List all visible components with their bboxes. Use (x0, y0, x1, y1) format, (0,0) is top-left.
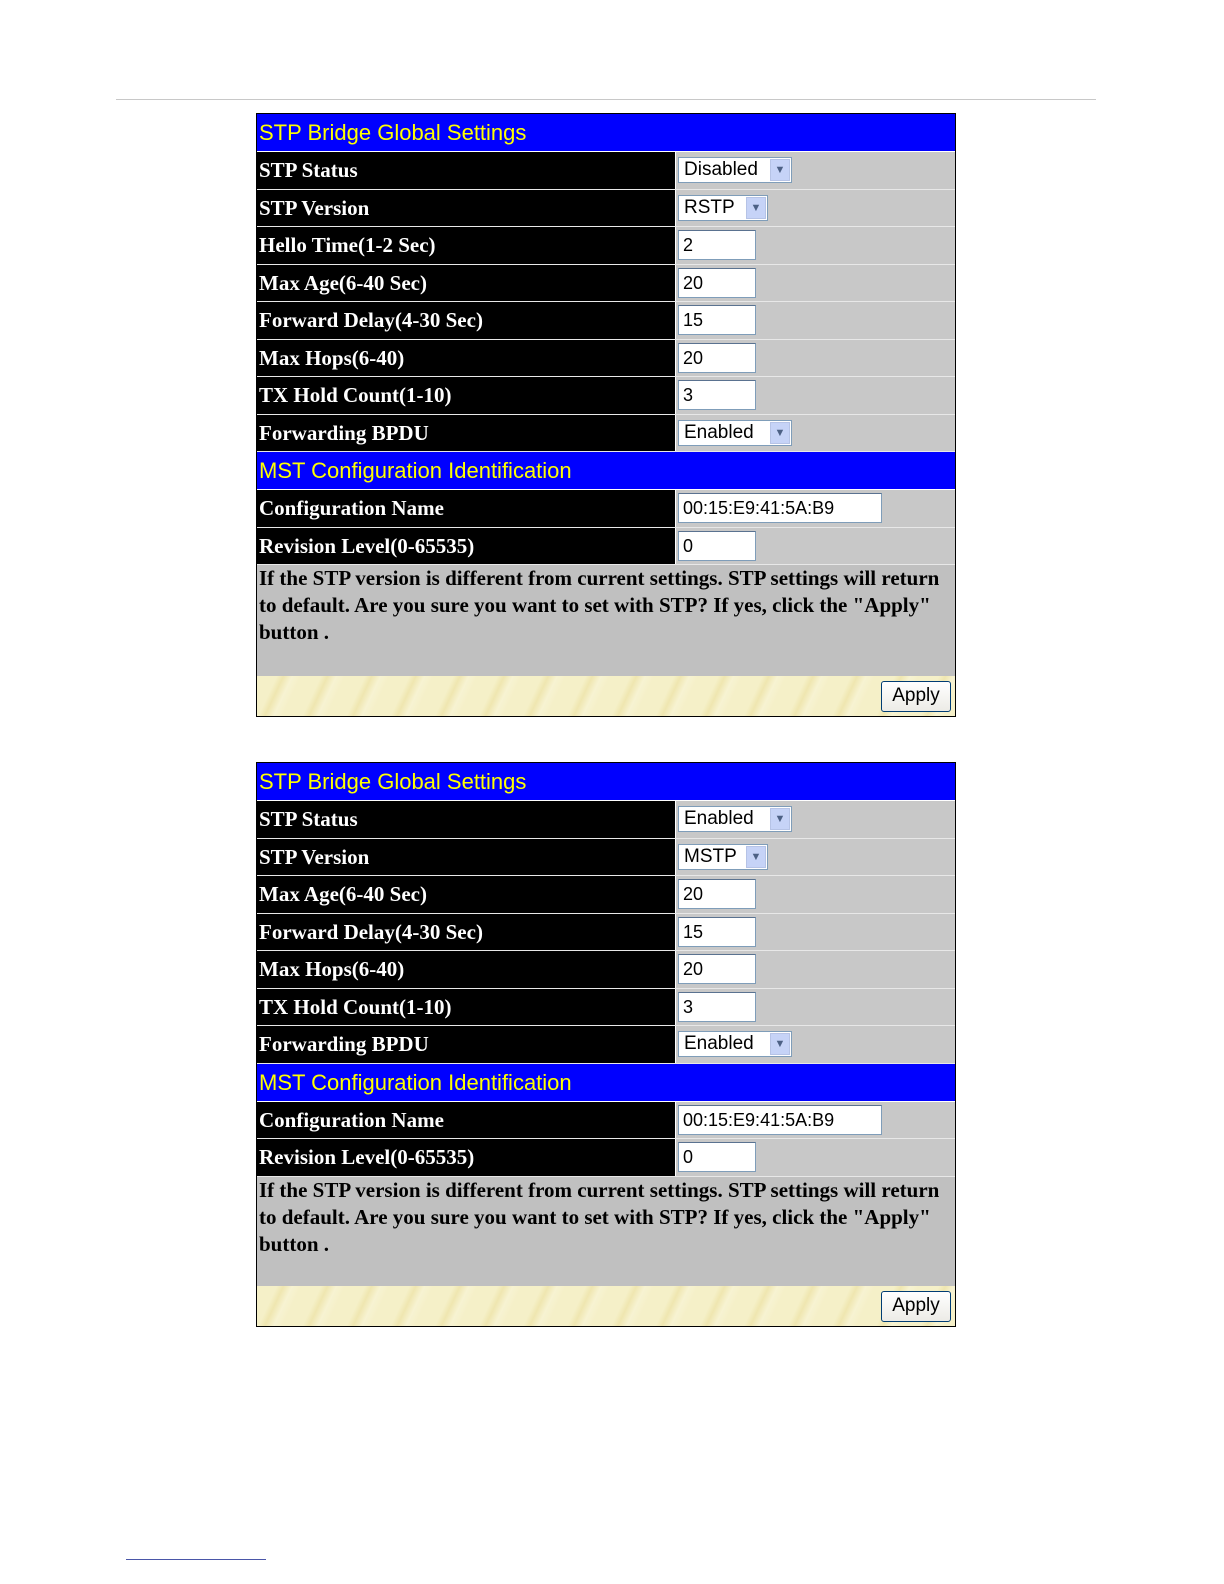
tx-hold-count-input[interactable]: 3 (678, 380, 756, 410)
forward-delay-row (257, 302, 955, 340)
stp-version-label: STP Version (257, 190, 675, 227)
forwarding-bpdu-value: Enabled (684, 421, 754, 443)
mst-section-title: MST Configuration Identification (257, 452, 955, 490)
stp-status-select[interactable] (678, 806, 792, 832)
forward-delay-label: Forward Delay(4-30 Sec) (257, 302, 675, 339)
chevron-down-icon[interactable]: ▼ (770, 1033, 790, 1055)
max-age-row (257, 265, 955, 303)
panel-footer (257, 1286, 955, 1326)
configuration-name-input[interactable]: 00:15:E9:41:5A:B9 (678, 1105, 882, 1135)
chevron-down-icon[interactable]: ▼ (746, 197, 766, 219)
panel-title: STP Bridge Global Settings (257, 763, 955, 801)
stp-status-row (257, 152, 955, 190)
apply-button[interactable]: Apply (881, 1291, 951, 1322)
tx-hold-count-row (257, 989, 955, 1027)
stp-version-select[interactable] (678, 195, 768, 221)
footnote-divider (126, 1559, 266, 1560)
tx-hold-count-label: TX Hold Count(1-10) (257, 989, 675, 1026)
tx-hold-count-label: TX Hold Count(1-10) (257, 377, 675, 414)
hello-time-label: Hello Time(1-2 Sec) (257, 227, 675, 264)
apply-button[interactable]: Apply (881, 681, 951, 712)
forward-delay-input[interactable]: 15 (678, 305, 756, 335)
max-age-input[interactable]: 20 (678, 268, 756, 298)
forwarding-bpdu-row (257, 415, 955, 453)
forwarding-bpdu-select[interactable] (678, 1031, 792, 1057)
panel-footer (257, 676, 955, 716)
max-hops-input[interactable]: 20 (678, 343, 756, 373)
stp-version-value: RSTP (684, 196, 735, 218)
max-hops-row (257, 951, 955, 989)
stp-settings-panel-2 (256, 762, 956, 1327)
configuration-name-row (257, 490, 955, 528)
stp-version-label: STP Version (257, 839, 675, 876)
revision-level-input[interactable]: 0 (678, 531, 756, 561)
max-age-label: Max Age(6-40 Sec) (257, 876, 675, 913)
configuration-name-input[interactable]: 00:15:E9:41:5A:B9 (678, 493, 882, 523)
panel-title: STP Bridge Global Settings (257, 114, 955, 152)
max-hops-label: Max Hops(6-40) (257, 951, 675, 988)
max-hops-input[interactable]: 20 (678, 954, 756, 984)
warning-note: If the STP version is different from current settings. STP settings will return to default. Are you sure you want to set with STP? If yes, click the "Apply" button . (257, 1177, 955, 1258)
forwarding-bpdu-label: Forwarding BPDU (257, 1026, 675, 1063)
stp-version-value: MSTP (684, 845, 737, 867)
configuration-name-row (257, 1102, 955, 1140)
stp-status-value: Disabled (684, 159, 758, 181)
configuration-name-label: Configuration Name (257, 490, 675, 527)
max-age-input[interactable]: 20 (678, 879, 756, 909)
forward-delay-row (257, 914, 955, 952)
stp-status-label: STP Status (257, 152, 675, 189)
stp-version-row (257, 190, 955, 228)
max-hops-label: Max Hops(6-40) (257, 340, 675, 377)
stp-version-row (257, 839, 955, 877)
chevron-down-icon[interactable]: ▼ (770, 808, 790, 830)
top-divider (116, 99, 1096, 100)
stp-status-select[interactable] (678, 157, 792, 183)
max-hops-row (257, 340, 955, 378)
max-age-label: Max Age(6-40 Sec) (257, 265, 675, 302)
revision-level-row (257, 1139, 955, 1177)
stp-status-row (257, 801, 955, 839)
revision-level-row (257, 528, 955, 566)
stp-status-value: Enabled (684, 808, 754, 830)
forward-delay-label: Forward Delay(4-30 Sec) (257, 914, 675, 951)
hello-time-input[interactable]: 2 (678, 230, 756, 260)
tx-hold-count-input[interactable]: 3 (678, 992, 756, 1022)
chevron-down-icon[interactable]: ▼ (746, 846, 766, 868)
forwarding-bpdu-label: Forwarding BPDU (257, 415, 675, 452)
stp-settings-panel-1 (256, 113, 956, 717)
forwarding-bpdu-row (257, 1026, 955, 1064)
mst-section-title: MST Configuration Identification (257, 1064, 955, 1102)
tx-hold-count-row (257, 377, 955, 415)
configuration-name-label: Configuration Name (257, 1102, 675, 1139)
stp-status-label: STP Status (257, 801, 675, 838)
forwarding-bpdu-select[interactable] (678, 420, 792, 446)
hello-time-row (257, 227, 955, 265)
revision-level-label: Revision Level(0-65535) (257, 1139, 675, 1176)
forwarding-bpdu-value: Enabled (684, 1033, 754, 1055)
chevron-down-icon[interactable]: ▼ (770, 159, 790, 181)
max-age-row (257, 876, 955, 914)
stp-version-select[interactable] (678, 844, 768, 870)
revision-level-label: Revision Level(0-65535) (257, 528, 675, 565)
revision-level-input[interactable]: 0 (678, 1142, 756, 1172)
forward-delay-input[interactable]: 15 (678, 917, 756, 947)
warning-note: If the STP version is different from current settings. STP settings will return to default. Are you sure you want to set with STP? If yes, click the "Apply" button . (257, 565, 955, 646)
chevron-down-icon[interactable]: ▼ (770, 422, 790, 444)
